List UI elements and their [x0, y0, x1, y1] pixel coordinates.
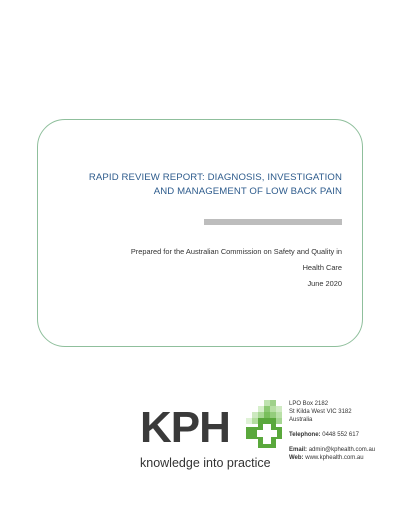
prepared-for-block [42, 244, 342, 292]
email-label: Email: [289, 447, 308, 453]
telephone-label: Telephone: [289, 432, 321, 438]
web-label: Web: [289, 455, 304, 461]
contact-details [289, 400, 407, 462]
report-date: June 2020 [307, 279, 342, 288]
logo-wordmark: KPH [140, 403, 230, 452]
address-line-1: LPO Box 2182 [289, 401, 329, 407]
kph-logo [140, 400, 282, 480]
email-line [289, 446, 407, 454]
telephone-line [289, 431, 407, 439]
address-line-3: Australia [289, 417, 313, 423]
report-title [52, 171, 342, 199]
web-value: www.kphealth.com.au [305, 455, 364, 461]
prepared-for-line-1: Prepared for the Australian Commission on Safety and Quality in [130, 247, 342, 256]
green-cross-mosaic-icon [246, 400, 282, 450]
logo-tagline: knowledge into practice [140, 456, 271, 470]
report-title-line-2: AND MANAGEMENT OF LOW BACK PAIN [153, 186, 342, 197]
title-divider-bar [204, 219, 342, 225]
email-value: admin@kphealth.com.au [308, 447, 376, 453]
report-title-line-1: RAPID REVIEW REPORT: DIAGNOSIS, INVESTIGATION [88, 172, 342, 183]
title-panel [37, 119, 363, 347]
web-line [289, 454, 407, 462]
prepared-for-line-2: Health Care [302, 263, 342, 272]
telephone-value: 0448 552 617 [322, 432, 359, 438]
address-line-2: St Kilda West VIC 3182 [289, 409, 352, 415]
